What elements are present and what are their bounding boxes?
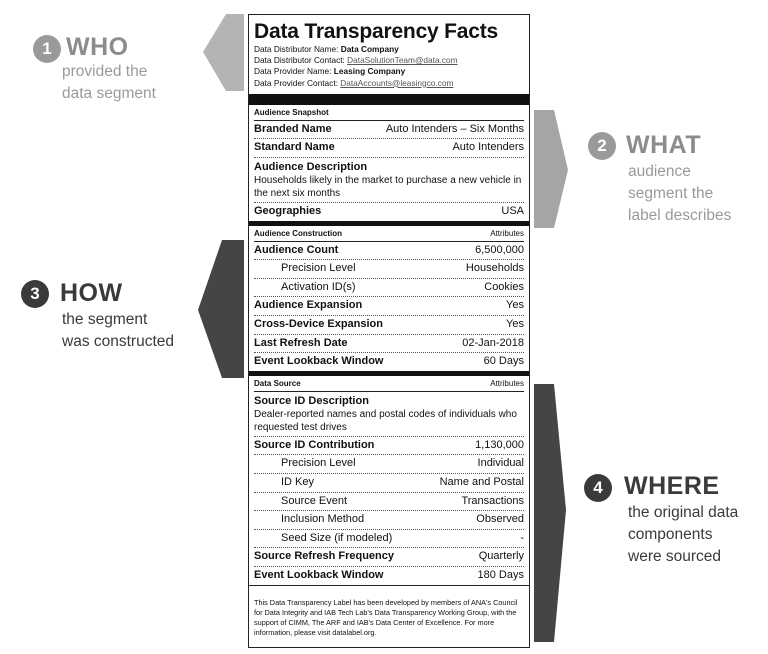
row-value: 02-Jan-2018 (462, 336, 524, 349)
row-value: Yes (506, 317, 524, 330)
callout-sub-how-1: the segment (62, 311, 148, 328)
audience-description-block (254, 158, 524, 203)
callout-sub-who-1: provided the (62, 63, 148, 80)
attribute-row (254, 548, 524, 567)
attribute-row (254, 353, 524, 371)
callout-sub-who-2: data segment (62, 85, 156, 102)
block-value: Dealer-reported names and postal codes of individuals who requested test drives (254, 408, 517, 433)
row-value: - (520, 531, 524, 544)
row-key: Geographies (254, 205, 322, 217)
block-value: Households likely in the market to purchase a new vehicle in the next six months (254, 175, 522, 199)
row-value: USA (501, 205, 524, 217)
callout-word-who: WHO (66, 33, 129, 61)
meta-value: Data Company (340, 44, 399, 54)
attribute-row (254, 260, 524, 279)
row-key: Source Event (281, 494, 348, 507)
construction-header-label: Audience Construction (254, 228, 343, 238)
source-header (254, 376, 524, 392)
construction-rows (254, 242, 524, 371)
row-key: Precision Level (281, 262, 356, 275)
callout-sub-what-2: segment the (628, 185, 714, 202)
meta-key: Data Provider Contact: (254, 77, 338, 88)
attributes-label: Attributes (490, 228, 524, 238)
row-value: Yes (506, 299, 524, 312)
meta-key: Data Provider Name: (254, 66, 332, 77)
callout-sub-where-3: were sourced (628, 548, 722, 565)
standard-name-row (254, 139, 524, 158)
row-value: Quarterly (478, 550, 524, 563)
attribute-row (254, 242, 524, 261)
callout-sub-how-2: was constructed (62, 333, 174, 350)
row-value: Households (465, 262, 524, 275)
attribute-row (254, 316, 524, 335)
meta-key: Data Distributor Contact: (254, 55, 345, 66)
meta-distributor-name (254, 44, 524, 55)
attribute-row (254, 567, 524, 585)
meta-value: Leasing Company (333, 66, 406, 77)
row-key: Inclusion Method (281, 513, 365, 526)
footer-divider (249, 585, 529, 586)
row-key: Audience Expansion (254, 299, 363, 312)
row-value: Cookies (484, 280, 524, 293)
section-divider (249, 94, 529, 105)
row-value: 60 Days (483, 355, 524, 368)
meta-key: Data Distributor Name: (254, 44, 339, 54)
callout-number-2: 2 (588, 132, 616, 160)
row-key: Audience Count (254, 243, 339, 256)
callout-number-3: 3 (21, 280, 49, 308)
provider-email-link[interactable]: DataAccounts@leasingco.com (340, 77, 454, 88)
callout-number-1: 1 (33, 35, 61, 63)
label-footer: This Data Transparency Label has been developed by members of ANA's Council for Data Integrity and IAB Tech Lab's Data Transparency Working Group, with the support of CIMM, The ARF and IAB's Data Center of Excellence. For more information, please visit datalabel.org. (254, 597, 518, 637)
row-value: 1,130,000 (475, 438, 524, 451)
transparency-label (248, 14, 530, 648)
attribute-row (254, 474, 524, 493)
row-key: Standard Name (254, 141, 335, 154)
attribute-row (254, 437, 524, 456)
row-value: Auto Intenders – Six Months (385, 122, 524, 135)
row-key: Last Refresh Date (254, 336, 348, 349)
row-key: Precision Level (281, 457, 356, 470)
callout-word-how: HOW (60, 279, 123, 307)
row-value: Auto Intenders (452, 141, 524, 154)
row-key: Seed Size (if modeled) (281, 531, 393, 544)
attribute-row (254, 297, 524, 316)
row-value: 180 Days (477, 568, 524, 581)
callout-number-4: 4 (584, 474, 612, 502)
geographies-row (254, 203, 524, 221)
where-arrow-shape (534, 384, 566, 642)
callout-word-where: WHERE (624, 472, 720, 500)
row-value: Transactions (461, 494, 524, 507)
distributor-email-link[interactable]: DataSolutionTeam@data.com (347, 55, 458, 66)
snapshot-header-label: Audience Snapshot (254, 107, 329, 117)
callout-sub-what-3: label describes (628, 207, 732, 224)
source-description-block (254, 392, 524, 437)
row-key: Source Refresh Frequency (254, 550, 394, 563)
attributes-label: Attributes (490, 378, 524, 388)
row-key: Event Lookback Window (254, 568, 384, 581)
row-key: Event Lookback Window (254, 355, 384, 368)
what-arrow-shape (534, 110, 568, 228)
row-key: Activation ID(s) (281, 280, 356, 293)
row-value: Name and Postal (439, 475, 524, 488)
callout-word-what: WHAT (626, 131, 702, 159)
attribute-row (254, 279, 524, 298)
row-key: ID Key (281, 475, 315, 488)
construction-header (254, 226, 524, 242)
block-key: Source ID Description (254, 394, 369, 407)
row-key: Branded Name (254, 122, 332, 135)
who-arrow-shape (203, 14, 244, 91)
callout-sub-where-1: the original data (628, 504, 739, 521)
row-key: Cross-Device Expansion (254, 317, 383, 330)
row-key: Source ID Contribution (254, 438, 375, 451)
meta-provider-name (254, 66, 524, 77)
block-key: Audience Description (254, 161, 368, 173)
source-header-label: Data Source (254, 378, 301, 388)
meta-distributor-contact (254, 55, 524, 66)
attribute-row (254, 493, 524, 512)
meta-provider-contact (254, 78, 524, 89)
attribute-row (254, 455, 524, 474)
branded-name-row (254, 121, 524, 140)
row-value: Individual (477, 457, 524, 470)
row-value: Observed (476, 513, 524, 526)
attribute-row (254, 511, 524, 530)
how-arrow-shape (198, 240, 244, 378)
callout-sub-where-2: components (628, 526, 713, 543)
source-rows (254, 437, 524, 585)
callout-sub-what-1: audience (628, 163, 691, 180)
attribute-row (254, 530, 524, 549)
row-value: 6,500,000 (475, 243, 524, 256)
attribute-row (254, 335, 524, 354)
snapshot-header (254, 105, 524, 121)
label-title: Data Transparency Facts (254, 20, 499, 43)
